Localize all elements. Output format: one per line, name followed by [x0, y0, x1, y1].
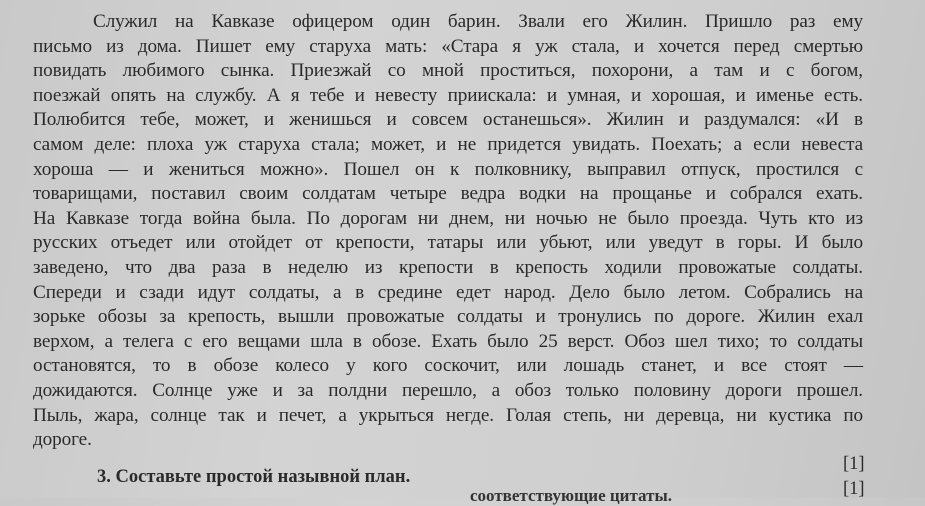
passage-line: На Кавказе тогда война была. По дорогам ни днем, ни ночью не было проезда. Чуть кто из	[33, 207, 863, 229]
passage-line: товарищами, поставил своим солдатам четыре ведра водки на прощанье и собрался ехать.	[33, 183, 863, 205]
next-task-fragment: соответствующие цитаты.	[470, 486, 672, 505]
task-heading: 3. Составьте простой назывной план.	[97, 467, 411, 487]
passage-line: верхом, а телега с его вещами шла в обозе. Ехать было 25 верст. Обоз шел тихо; то солдаты	[33, 330, 863, 352]
task-score: [1]	[843, 454, 865, 474]
passage-line: зорьке обозы за крепость, вышли провожатые солдаты и тронулись по дороге. Жилин ехал	[33, 306, 863, 328]
passage-line: письмо из дома. Пишет ему старуха мать: «Стара я уж стала, и хочется перед смертью	[33, 35, 863, 57]
passage-line: Полюбится тебе, может, и женишься и совсем останешься». Жилин и раздумался: «И в	[33, 109, 863, 131]
passage-line: повидать любимого сынка. Приезжай со мной проститься, похорони, а там и с богом,	[33, 60, 863, 82]
story-passage	[33, 10, 863, 453]
passage-line: дожидаются. Солнце уже и за полдни перешло, а обоз только половину дороги прошел.	[33, 379, 863, 401]
passage-line: Спереди и сзади идут солдаты, а в средине едет народ. Дело было летом. Собрались на	[33, 281, 863, 303]
passage-line: русских отъедет или отойдет от крепости, татары или убьют, или уведут в горы. И было	[33, 232, 863, 254]
next-task-score: [1]	[843, 479, 865, 499]
passage-line: хороша — и жениться можно». Пошел он к полковнику, выправил отпуск, простился с	[33, 158, 863, 180]
passage-line: заведено, что два раза в неделю из крепости в крепость ходили провожатые солдаты.	[33, 256, 863, 278]
passage-line: поезжай опять на службу. А я тебе и невесту приискала: и умная, и хорошая, и именье есть.	[33, 84, 863, 106]
passage-line: Пыль, жара, солнце так и печет, а укрыться негде. Голая степь, ни деревца, ни кустика по	[33, 404, 863, 426]
passage-line: самом деле: плоха уж старуха стала; может, и не придется увидать. Поехать; а если невеста	[33, 133, 863, 155]
passage-line: остановятся, то в обозе колесо у кого соскочит, или лошадь станет, и все стоят —	[33, 355, 863, 377]
passage-line: Служил на Кавказе офицером один барин. Звали его Жилин. Пришло раз ему	[93, 11, 863, 32]
passage-line: дороге.	[33, 429, 92, 451]
